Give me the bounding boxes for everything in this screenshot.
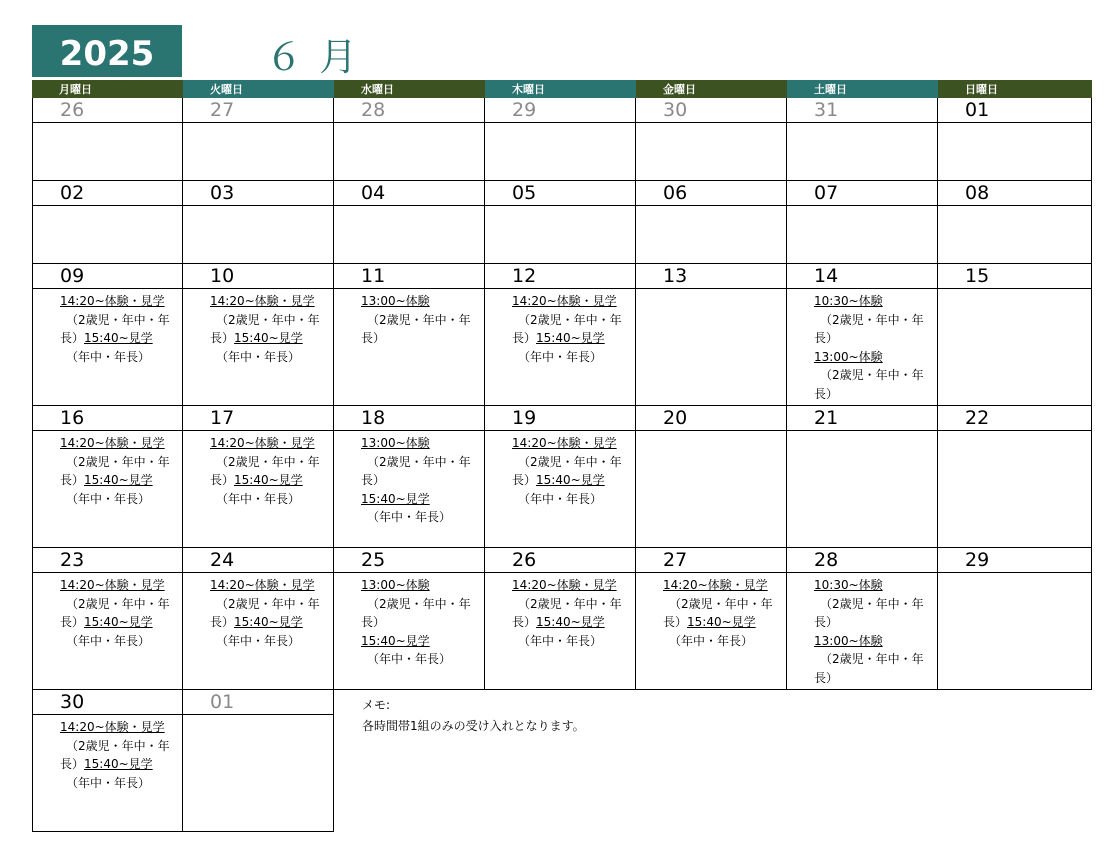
memo-area (335, 690, 1092, 832)
weekday-header-fri: 金曜日 (636, 80, 787, 98)
event-line: （2歳児・年中・年 (669, 596, 773, 611)
event-line: 13:00~体験 (814, 633, 883, 648)
day-cell[interactable] (334, 406, 485, 548)
event-line: 長）15:40~見学 (663, 615, 756, 629)
event-line: 長） (361, 473, 386, 487)
event-line: 14:20~体験・見学 (210, 436, 315, 450)
day-number: 19 (485, 406, 635, 431)
day-cell[interactable] (787, 406, 938, 548)
weekday-header-sat: 土曜日 (787, 80, 938, 98)
day-cell[interactable] (787, 264, 938, 406)
event-line: （年中・年長） (518, 491, 603, 506)
weekday-header-mon: 月曜日 (32, 80, 183, 98)
event-line: （年中・年長） (66, 633, 151, 648)
event-line: 15:40~見学 (361, 491, 430, 506)
day-number: 15 (938, 264, 1091, 289)
event-line: 13:00~体験 (361, 294, 430, 308)
event-list (183, 573, 333, 650)
day-number: 18 (334, 406, 484, 431)
event-line: （年中・年長） (216, 633, 301, 648)
day-number: 03 (183, 181, 333, 206)
event-line: 長） (814, 386, 839, 401)
day-cell[interactable] (183, 264, 334, 406)
event-list (183, 431, 333, 508)
day-number: 16 (33, 406, 182, 431)
day-number: 26 (33, 98, 182, 123)
day-cell[interactable] (183, 181, 334, 264)
day-cell[interactable] (938, 406, 1092, 548)
day-number: 26 (485, 548, 635, 573)
day-number: 17 (183, 406, 333, 431)
day-number: 28 (787, 548, 937, 573)
memo-label: メモ: (362, 698, 391, 712)
weeks-container (32, 98, 1092, 832)
day-number: 08 (938, 181, 1091, 206)
day-cell[interactable] (938, 548, 1092, 690)
weekday-header-wed: 水曜日 (334, 80, 485, 98)
week-row (32, 181, 1092, 264)
month-title: ６ 月 (265, 35, 360, 79)
event-list (334, 573, 484, 669)
event-line: 14:20~体験・見学 (512, 578, 617, 592)
event-list (183, 289, 333, 366)
event-line: （2歳児・年中・年 (66, 454, 170, 469)
event-line: 13:00~体験 (361, 436, 430, 450)
day-cell[interactable] (183, 98, 334, 181)
day-cell[interactable] (938, 98, 1092, 181)
event-list (33, 431, 182, 508)
day-number: 29 (938, 548, 1091, 573)
day-number: 23 (33, 548, 182, 573)
day-number: 28 (334, 98, 484, 123)
event-line: 長）15:40~見学 (210, 331, 303, 345)
day-cell[interactable] (787, 98, 938, 181)
event-list (334, 289, 484, 348)
day-cell[interactable] (334, 264, 485, 406)
event-line: （年中・年長） (518, 349, 603, 364)
day-cell[interactable] (636, 406, 787, 548)
event-line: （2歳児・年中・年 (216, 454, 320, 469)
event-line: （年中・年長） (66, 775, 151, 790)
event-line: 13:00~体験 (361, 578, 430, 592)
day-cell[interactable] (787, 548, 938, 690)
day-cell[interactable] (485, 98, 636, 181)
event-line: 14:20~体験・見学 (512, 436, 617, 450)
event-line: （年中・年長） (216, 349, 301, 364)
day-number: 13 (636, 264, 786, 289)
event-list (334, 431, 484, 527)
day-number: 20 (636, 406, 786, 431)
event-line: （2歳児・年中・年 (820, 596, 924, 611)
day-cell[interactable] (183, 406, 334, 548)
event-line: 10:30~体験 (814, 578, 883, 592)
weekday-header-sun: 日曜日 (938, 80, 1092, 98)
event-line: 長）15:40~見学 (512, 615, 605, 629)
day-number: 12 (485, 264, 635, 289)
day-number: 14 (787, 264, 937, 289)
day-number: 09 (33, 264, 182, 289)
day-number: 04 (334, 181, 484, 206)
event-line: 14:20~体験・見学 (60, 294, 165, 308)
event-line: 長） (814, 615, 839, 629)
day-number: 07 (787, 181, 937, 206)
day-cell[interactable] (485, 264, 636, 406)
event-line: 10:30~体験 (814, 294, 883, 308)
event-line: （年中・年長） (216, 491, 301, 506)
week-row (32, 548, 1092, 690)
day-cell[interactable] (32, 690, 183, 832)
day-number: 01 (938, 98, 1091, 123)
event-line: （2歳児・年中・年 (216, 596, 320, 611)
day-cell[interactable] (636, 548, 787, 690)
day-cell[interactable] (636, 98, 787, 181)
year-title: 2025 (32, 25, 182, 77)
event-line: （2歳児・年中・年 (518, 596, 622, 611)
weekday-header-row (32, 80, 1092, 98)
day-number: 30 (636, 98, 786, 123)
day-number: 27 (636, 548, 786, 573)
week-row (32, 98, 1092, 181)
day-cell[interactable] (485, 406, 636, 548)
week-row (32, 690, 1092, 832)
day-number: 29 (485, 98, 635, 123)
week-row (32, 406, 1092, 548)
day-cell[interactable] (485, 548, 636, 690)
event-list (787, 289, 937, 403)
event-line: （2歳児・年中・年 (367, 454, 471, 469)
event-line: 15:40~見学 (361, 633, 430, 648)
event-line: 長）15:40~見学 (512, 331, 605, 345)
event-line: 14:20~体験・見学 (60, 436, 165, 450)
event-line: （年中・年長） (66, 349, 151, 364)
event-line: （2歳児・年中・年 (518, 312, 622, 327)
event-line: （2歳児・年中・年 (820, 652, 924, 666)
day-cell[interactable] (32, 98, 183, 181)
event-line: 長） (814, 670, 839, 685)
day-number: 21 (787, 406, 937, 431)
day-cell[interactable] (32, 548, 183, 690)
event-list (485, 289, 635, 366)
event-line: （2歳児・年中・年 (820, 368, 924, 382)
day-number: 05 (485, 181, 635, 206)
event-line: 長）15:40~見学 (512, 473, 605, 487)
event-line: 長）15:40~見学 (60, 473, 153, 487)
weekday-header-thu: 木曜日 (485, 80, 636, 98)
event-line: （2歳児・年中・年 (66, 738, 170, 753)
event-line: （2歳児・年中・年 (216, 312, 320, 327)
event-line: （年中・年長） (367, 652, 452, 666)
event-line: （2歳児・年中・年 (367, 596, 471, 611)
day-number: 10 (183, 264, 333, 289)
day-cell[interactable] (32, 181, 183, 264)
event-line: 長） (361, 615, 386, 629)
event-line: 14:20~体験・見学 (60, 720, 165, 734)
event-list (636, 573, 786, 650)
event-line: 長）15:40~見学 (210, 473, 303, 487)
event-list (33, 573, 182, 650)
event-line: （2歳児・年中・年 (820, 312, 924, 327)
day-number: 11 (334, 264, 484, 289)
event-line: 長）15:40~見学 (60, 757, 153, 771)
event-line: （2歳児・年中・年 (367, 312, 471, 327)
day-number: 27 (183, 98, 333, 123)
day-number: 01 (183, 690, 333, 715)
event-line: 13:00~体験 (814, 349, 883, 364)
event-list (485, 431, 635, 508)
day-number: 06 (636, 181, 786, 206)
day-cell[interactable] (636, 264, 787, 406)
event-line: 長） (361, 331, 386, 345)
event-line: 長）15:40~見学 (210, 615, 303, 629)
event-list (33, 289, 182, 366)
event-list (33, 715, 182, 792)
event-line: （年中・年長） (66, 491, 151, 506)
day-cell[interactable] (636, 181, 787, 264)
event-line: 長） (814, 331, 839, 345)
day-number: 31 (787, 98, 937, 123)
event-line: （年中・年長） (367, 510, 452, 524)
day-cell[interactable] (334, 98, 485, 181)
event-list (485, 573, 635, 650)
day-cell[interactable] (183, 548, 334, 690)
event-line: （2歳児・年中・年 (518, 454, 622, 469)
event-line: （年中・年長） (518, 633, 603, 648)
day-cell[interactable] (938, 264, 1092, 406)
day-number: 30 (33, 690, 182, 715)
event-line: （2歳児・年中・年 (66, 312, 170, 327)
day-number: 22 (938, 406, 1091, 431)
day-cell[interactable] (334, 548, 485, 690)
event-line: 14:20~体験・見学 (60, 578, 165, 592)
day-cell[interactable] (32, 264, 183, 406)
event-line: 14:20~体験・見学 (512, 294, 617, 308)
day-cell[interactable] (938, 181, 1092, 264)
day-cell[interactable] (485, 181, 636, 264)
event-line: 長）15:40~見学 (60, 615, 153, 629)
calendar-grid (32, 80, 1092, 832)
day-number: 02 (33, 181, 182, 206)
event-line: 長）15:40~見学 (60, 331, 153, 345)
week-row (32, 264, 1092, 406)
day-cell[interactable] (32, 406, 183, 548)
day-cell[interactable] (334, 181, 485, 264)
day-cell[interactable] (183, 690, 334, 832)
day-cell[interactable] (787, 181, 938, 264)
event-line: 14:20~体験・見学 (210, 578, 315, 592)
event-line: （年中・年長） (669, 633, 754, 648)
day-number: 25 (334, 548, 484, 573)
memo-text: 各時間帯1組のみの受け入れとなります。 (362, 719, 585, 733)
event-list (787, 573, 937, 687)
event-line: （2歳児・年中・年 (66, 596, 170, 611)
day-number: 24 (183, 548, 333, 573)
event-line: 14:20~体験・見学 (210, 294, 315, 308)
weekday-header-tue: 火曜日 (183, 80, 334, 98)
event-line: 14:20~体験・見学 (663, 578, 768, 592)
